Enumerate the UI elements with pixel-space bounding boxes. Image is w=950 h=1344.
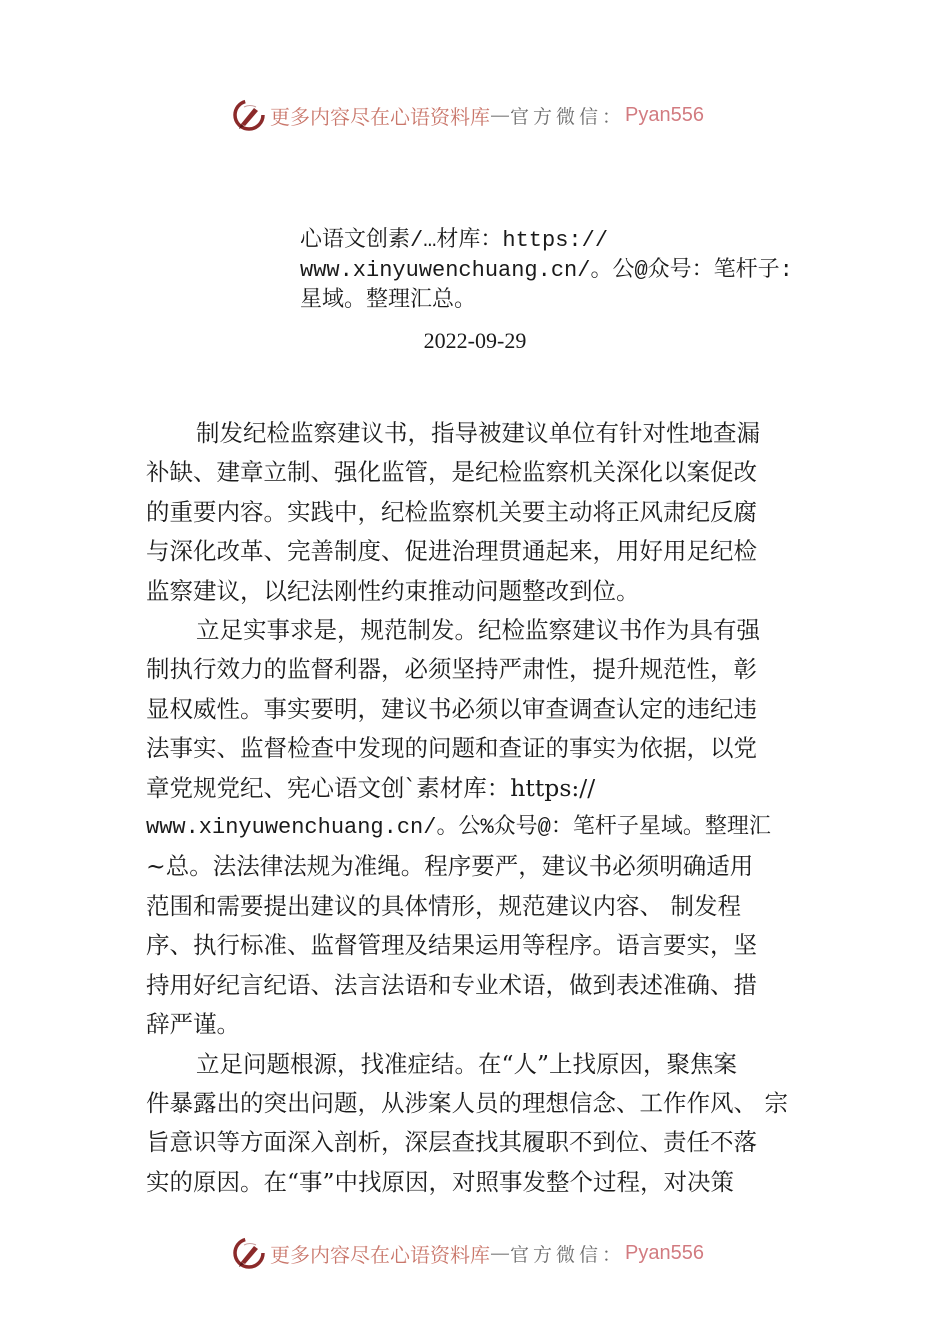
- banner-slogan: 更多内容尽在心语资料库: [270, 104, 490, 129]
- source-notice-line: www.xinyuwenchuang.cn/。公@众号：笔杆子:: [300, 258, 793, 283]
- banner-slogan: 更多内容尽在心语资料库: [270, 1242, 490, 1267]
- banner-dash: —: [490, 103, 510, 127]
- banner-wechat-label: 官方微信：: [510, 1243, 626, 1266]
- document-date: 2022-09-29: [423, 328, 527, 353]
- header-watermark-banner: [232, 95, 704, 135]
- paragraph-line: 的重要内容。实践中，纪检监察机关要主动将正风肃纪反腐: [146, 497, 757, 526]
- pen-logo-icon: [232, 1236, 266, 1270]
- paragraph-line: ~总。法法律法规为准绳。程序要严，建议书必须明确适用: [146, 852, 754, 881]
- banner-wechat-label: 官方微信：: [510, 105, 626, 128]
- paragraph-line: 范围和需要提出建议的具体情形，规范建议内容、 制发程: [146, 891, 741, 920]
- paragraph-line: 法事实、监督检查中发现的问题和查证的事实为依据，以党: [146, 734, 757, 763]
- source-notice-line: 星域。整理汇总。: [300, 288, 477, 313]
- paragraph-line: 实的原因。在“事”中找原因，对照事发整个过程，对决策: [146, 1167, 735, 1196]
- paragraph-line: 补缺、建章立制、强化监管，是纪检监察机关深化以案促改: [146, 458, 757, 487]
- paragraph-line: 章党规党纪、宪心语文创`素材库：https://: [146, 773, 596, 802]
- banner-wechat-id: Pyan556: [625, 103, 704, 126]
- paragraph-line: 显权威性。事实要明，建议书必须以审查调查认定的违纪违: [146, 694, 757, 723]
- pen-logo-icon: [232, 98, 266, 132]
- paragraph-line: 序、执行标准、监督管理及结果运用等程序。语言要实，坚: [146, 931, 757, 960]
- paragraph-line: 旨意识等方面深入剖析，深层查找其履职不到位、责任不落: [146, 1128, 757, 1157]
- paragraph-line: 与深化改革、完善制度、促进治理贯通起来，用好用足纪检: [146, 537, 757, 566]
- paragraph-line: 立足问题根源，找准症结。在“人”上找原因，聚焦案: [196, 1049, 738, 1078]
- source-notice: [300, 226, 820, 316]
- article-body: [146, 414, 811, 1202]
- paragraph-line: 持用好纪言纪语、法言法语和专业术语，做到表述准确、措: [146, 970, 757, 999]
- paragraph-line: 制发纪检监察建议书，指导被建议单位有针对性地查漏: [196, 419, 760, 447]
- source-notice-line: 心语文创素/…材库：https://: [300, 228, 609, 253]
- paragraph-line: 立足实事求是，规范制发。纪检监察建议书作为具有强: [196, 616, 760, 645]
- paragraph-line: www.xinyuwenchuang.cn/。公%众号@：笔杆子星域。整理汇: [146, 815, 771, 841]
- paragraph-line: 制执行效力的监督利器，必须坚持严肃性，提升规范性，彰: [146, 655, 757, 684]
- paragraph-line: 监察建议，以纪法刚性约束推动问题整改到位。: [146, 576, 640, 605]
- paragraph-line: 辞严谨。: [146, 1010, 240, 1039]
- footer-watermark-banner: [232, 1233, 704, 1273]
- paragraph-line: 件暴露出的突出问题，从涉案人员的理想信念、工作作风、 宗: [146, 1088, 788, 1117]
- banner-dash: —: [490, 1241, 510, 1265]
- banner-wechat-id: Pyan556: [625, 1241, 704, 1264]
